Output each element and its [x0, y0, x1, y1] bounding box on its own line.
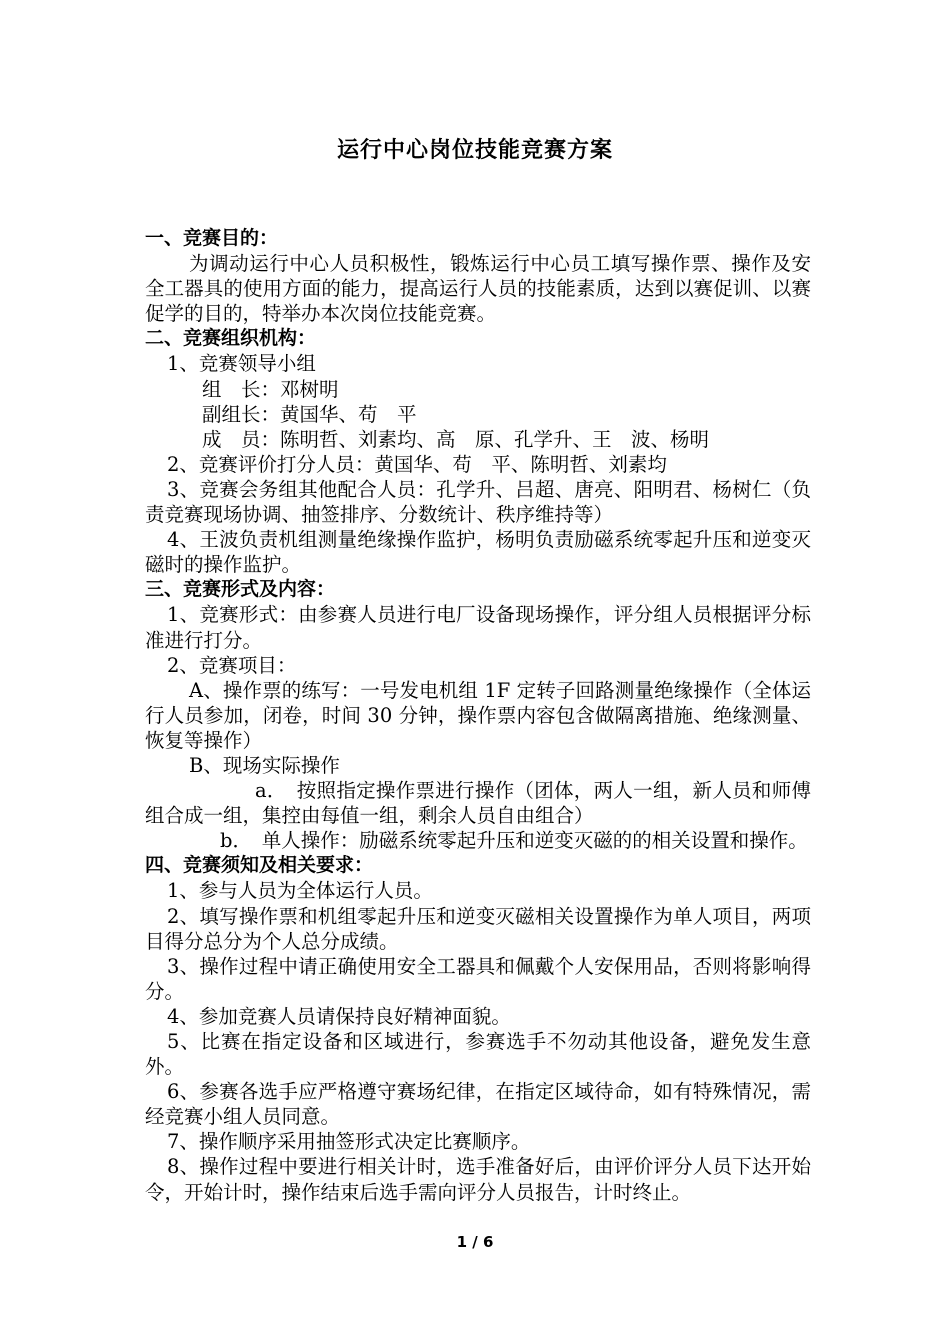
list-item-leader: 组 长：邓树明: [202, 377, 339, 401]
list-item-leadership-group: 1、竞赛领导小组: [167, 352, 316, 376]
list-item-item-a: A、操作票的练写：一号发电机组 1F 定转子回路测量绝缘操作（全体运行人员参加，闭卷，时间 30 分钟，操作票内容包含做隔离措施、绝缘测量、恢复等操作）: [145, 678, 811, 752]
document-body: [145, 226, 811, 1205]
section-heading-2: 二、竞赛组织机构：: [145, 327, 317, 350]
list-item-req-5: 5、比赛在指定设备和区域进行，参赛选手不勿动其他设备，避免发生意外。: [145, 1030, 811, 1079]
section-heading-4: 四、竞赛须知及相关要求：: [145, 854, 374, 877]
paragraph-purpose: 为调动运行中心人员积极性，锻炼运行中心员工填写操作票、操作及安全工器具的使用方面的能力，提高运行人员的技能素质，达到以赛促训、以赛促学的目的，特举办本次岗位技能竞赛。: [145, 252, 811, 326]
list-item-req-1: 1、参与人员为全体运行人员。: [167, 879, 433, 903]
list-item-judges: 2、竞赛评价打分人员：黄国华、苟 平、陈明哲、刘素均: [167, 452, 667, 476]
list-item-competition-form: 1、竞赛形式：由参赛人员进行电厂设备现场操作，评分组人员根据评分标准进行打分。: [145, 603, 811, 652]
section-heading-3: 三、竞赛形式及内容：: [145, 578, 336, 601]
list-item-sub-a: a． 按照指定操作票进行操作（团体，两人一组，新人员和师傅组合成一组，集控由每值一组，剩余人员自由组合）: [145, 779, 811, 828]
list-item-supervision: 4、王波负责机组测量绝缘操作监护，杨明负责励磁系统零起升压和逆变灭磁时的操作监护。: [145, 528, 811, 577]
list-item-support-staff: 3、竞赛会务组其他配合人员：孔学升、吕超、唐亮、阳明君、杨树仁（负责竞赛现场协调、抽签排序、分数统计、秩序维持等）: [145, 477, 811, 527]
list-item-members: 成 员：陈明哲、刘素均、高 原、孔学升、王 波、杨明: [202, 427, 710, 451]
list-item-req-6: 6、参赛各选手应严格遵守赛场纪律，在指定区域待命，如有特殊情况，需经竞赛小组人员同意。: [145, 1080, 811, 1129]
list-item-req-2: 2、填写操作票和机组零起升压和逆变灭磁相关设置操作为单人项目，两项目得分总分为个人总分成绩。: [145, 904, 811, 953]
list-item-deputy: 副组长：黄国华、苟 平: [202, 402, 417, 426]
list-item-req-3: 3、操作过程中请正确使用安全工器具和佩戴个人安保用品，否则将影响得分。: [145, 954, 811, 1003]
document-title: 运行中心岗位技能竞赛方案: [336, 138, 613, 163]
list-item-sub-b: b． 单人操作：励磁系统零起升压和逆变灭磁的的相关设置和操作。: [220, 829, 808, 853]
list-item-req-4: 4、参加竞赛人员请保持良好精神面貌。: [167, 1004, 511, 1028]
list-item-req-8: 8、操作过程中要进行相关计时，选手准备好后，由评价评分人员下达开始令，开始计时，操作结束后选手需向评分人员报告，计时终止。: [145, 1155, 811, 1204]
list-item-item-b: B、现场实际操作: [189, 753, 340, 777]
page-number: 1 / 6: [456, 1233, 494, 1251]
list-item-req-7: 7、操作顺序采用抽签形式决定比赛顺序。: [167, 1130, 531, 1154]
list-item-competition-items: 2、竞赛项目：: [167, 653, 297, 677]
section-heading-1: 一、竞赛目的：: [145, 227, 279, 249]
